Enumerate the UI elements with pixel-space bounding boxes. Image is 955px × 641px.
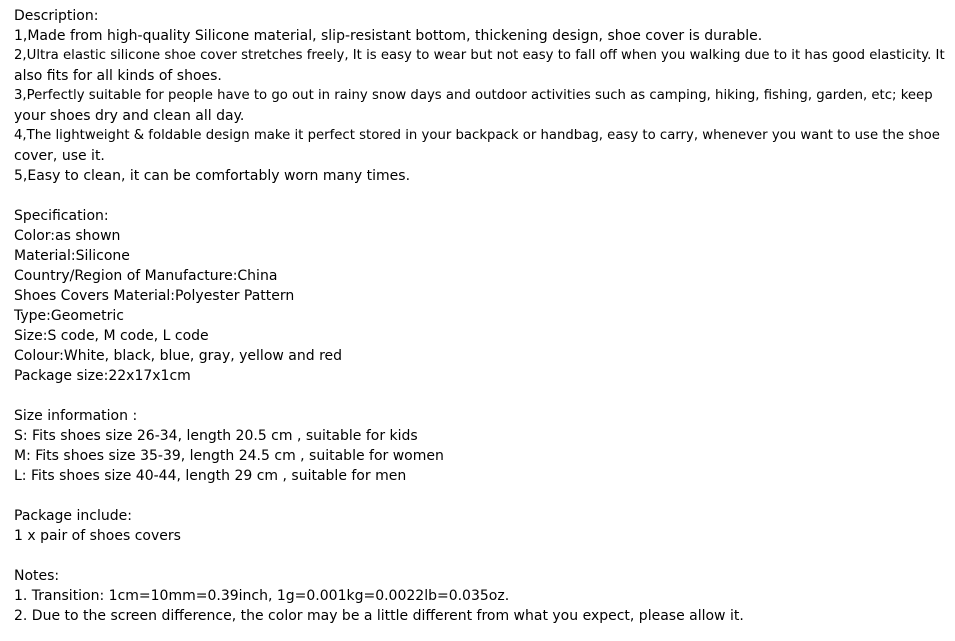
description-line: 3,Perfectly suitable for people have to go out in rainy snow days and outdoor activities such as camping, hiking, fishing, garden, etc; keep — [14, 88, 933, 103]
description-heading: Description: — [14, 8, 99, 24]
size-large: L: Fits shoes size 40-44, length 29 cm , suitable for men — [14, 468, 407, 484]
spec-type: Type:Geometric — [14, 308, 124, 324]
spec-covers-material: Shoes Covers Material:Polyester Pattern — [14, 288, 295, 304]
section-spacer — [14, 486, 949, 506]
description-line: 1,Made from high-quality Silicone material, slip-resistant bottom, thickening design, shoe cover is durable. — [14, 28, 763, 44]
note-transition: 1. Transition: 1cm=10mm=0.39inch, 1g=0.001kg=0.0022lb=0.035oz. — [14, 588, 510, 604]
spec-colour: Colour:White, black, blue, gray, yellow and red — [14, 348, 343, 364]
description-line: also fits for all kinds of shoes. — [14, 68, 222, 84]
description-line: 4,The lightweight & foldable design make it perfect stored in your backpack or handbag, easy to carry, whenever you want to use the shoe — [14, 128, 940, 143]
package-include-item: 1 x pair of shoes covers — [14, 528, 181, 544]
description-line: your shoes dry and clean all day. — [14, 108, 245, 124]
note-screen-difference: 2. Due to the screen difference, the color may be a little different from what you expect, please allow it. — [14, 608, 744, 624]
description-line: 5,Easy to clean, it can be comfortably worn many times. — [14, 168, 411, 184]
package-include-heading: Package include: — [14, 508, 132, 524]
section-spacer — [14, 386, 949, 406]
size-medium: M: Fits shoes size 35-39, length 24.5 cm , suitable for women — [14, 448, 444, 464]
package-include-section — [14, 506, 949, 546]
description-section — [14, 6, 949, 186]
size-information-section — [14, 406, 949, 486]
section-spacer — [14, 186, 949, 206]
product-description-document — [14, 6, 949, 626]
size-information-heading: Size information : — [14, 408, 138, 424]
description-line: cover, use it. — [14, 148, 105, 164]
spec-color: Color:as shown — [14, 228, 121, 244]
spec-material: Material:Silicone — [14, 248, 130, 264]
specification-heading: Specification: — [14, 208, 109, 224]
section-spacer — [14, 546, 949, 566]
notes-section — [14, 566, 949, 626]
size-small: S: Fits shoes size 26-34, length 20.5 cm , suitable for kids — [14, 428, 418, 444]
spec-size: Size:S code, M code, L code — [14, 328, 209, 344]
notes-heading: Notes: — [14, 568, 60, 584]
spec-package-size: Package size:22x17x1cm — [14, 368, 191, 384]
description-line: 2,Ultra elastic silicone shoe cover stretches freely, It is easy to wear but not easy to fall off when you walking due to it has good elasticity. It — [14, 48, 945, 63]
specification-section — [14, 206, 949, 386]
spec-country: Country/Region of Manufacture:China — [14, 268, 278, 284]
